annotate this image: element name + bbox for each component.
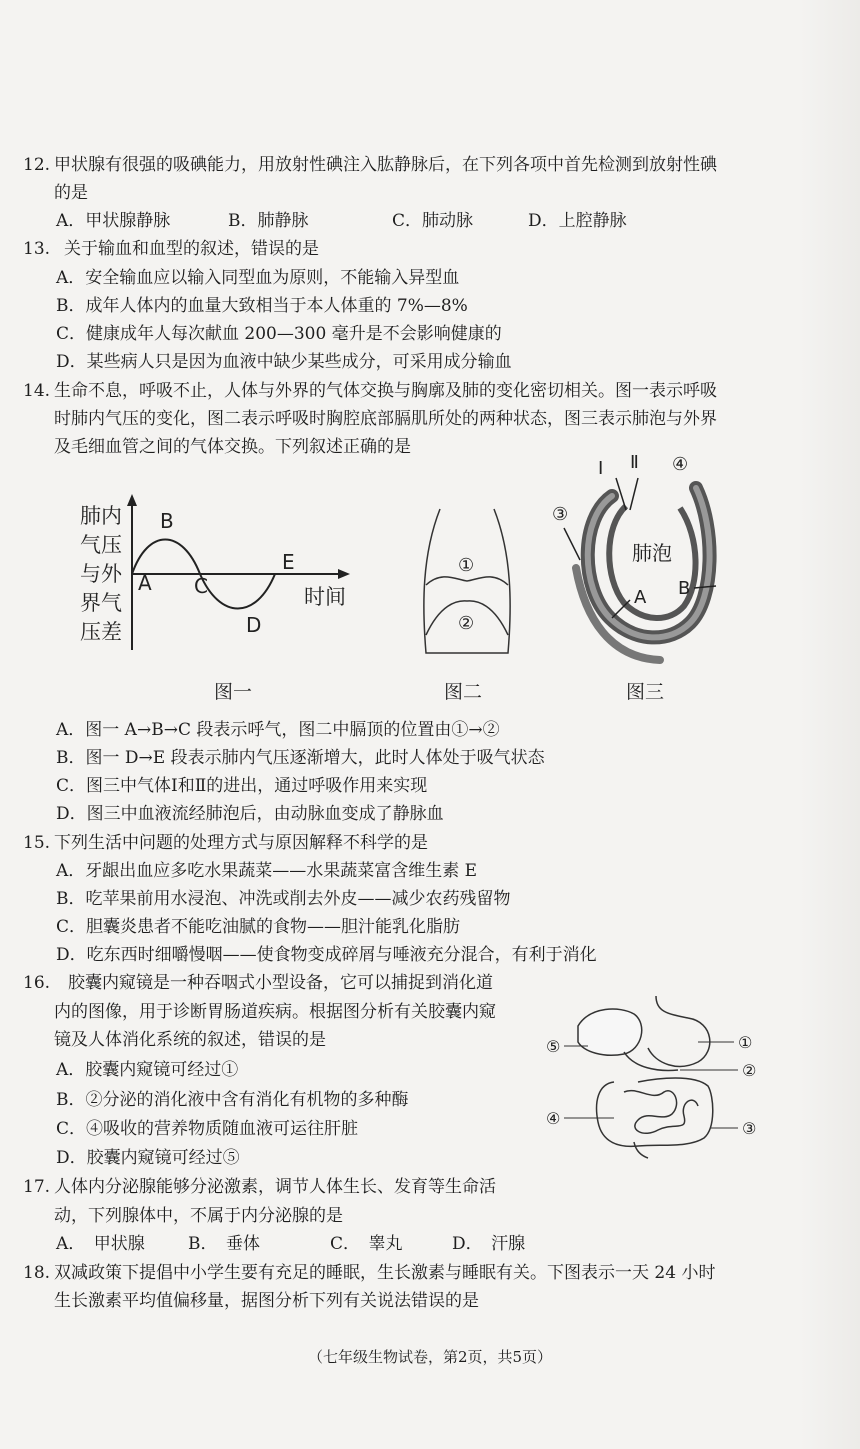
q16-option-a: A．胶囊内窥镜可经过①: [56, 1060, 239, 1080]
q14-option-b: B．图一 D→E 段表示肺内气压逐渐增大，此时人体处于吸气状态: [56, 748, 545, 768]
q12-stem-cont: 的是: [54, 183, 88, 203]
fig3-arrow-3: [564, 528, 580, 560]
q15-option-b: B．吃苹果前用水浸泡、冲洗或削去外皮——减少农药残留物: [56, 889, 511, 909]
fig3-alveolus-label: 肺泡: [632, 541, 672, 565]
q17-number: 17.: [23, 1177, 51, 1197]
q18-stem-cont: 生长激素平均值偏移量，据图分析下列有关说法错误的是: [54, 1291, 479, 1311]
small-intestine: [624, 1091, 698, 1134]
q14-stem-cont1: 时肺内气压的变化，图二表示呼吸时胸腔底部膈肌所处的两种状态，图三表示肺泡与外界: [54, 409, 717, 429]
fig3-gas-i: I: [598, 458, 604, 479]
fig1-point-d: D: [246, 613, 262, 637]
q13-option-c: C．健康成年人每次献血 200—300 毫升是不会影响健康的: [56, 324, 502, 344]
digest-mark-3: ③: [742, 1119, 757, 1138]
q17-option-a: A． 甲状腺: [56, 1234, 145, 1254]
q16-option-d: D．胶囊内窥镜可经过⑤: [56, 1148, 240, 1168]
fig2-mark-1: ①: [458, 555, 475, 576]
fig1-point-b: B: [160, 509, 174, 533]
q15-stem: 下列生活中问题的处理方式与原因解释不科学的是: [54, 833, 428, 853]
liver-outline: [578, 1009, 642, 1055]
q16-number: 16.: [23, 973, 51, 993]
q14-option-a: A．图一 A→B→C 段表示呼气，图二中膈顶的位置由①→②: [56, 720, 500, 740]
fig2-diaphragm-1: [426, 577, 508, 585]
fig3-mark-4: ④: [672, 454, 689, 475]
q13-option-b: B．成年人体内的血量大致相当于本人体重的 7%—8%: [56, 296, 468, 316]
fig2-caption: 图二: [444, 681, 483, 703]
digest-mark-4: ④: [546, 1109, 561, 1128]
fig2-diaphragm-diagram: [412, 505, 522, 665]
digest-mark-1: ①: [738, 1033, 753, 1052]
q18-stem: 双减政策下提倡中小学生要有充足的睡眠，生长激素与睡眠有关。下图表示一天 24 小时: [54, 1263, 716, 1283]
fig2-mark-2: ②: [458, 613, 475, 634]
large-intestine: [597, 1078, 713, 1146]
q18-number: 18.: [23, 1263, 51, 1283]
q13-stem: 关于输血和血型的叙述，错误的是: [64, 239, 319, 259]
q12-option-a: A．甲状腺静脉: [56, 211, 171, 231]
q17-option-b: B． 垂体: [188, 1234, 260, 1254]
fig1-ylabel-1: 肺内: [80, 504, 122, 528]
fig1-point-a: A: [138, 571, 152, 595]
fig3-mark-3: ③: [552, 504, 569, 525]
page-footer: （七年级生物试卷，第2页，共5页）: [307, 1348, 553, 1366]
fig1-ylabel-2: 气压: [80, 533, 122, 557]
fig1-pressure-graph: [70, 490, 360, 670]
fig3-vessel-a: A: [634, 587, 647, 608]
digest-mark-5: ⑤: [546, 1037, 561, 1056]
fig1-point-e: E: [282, 550, 295, 574]
pancreas-duct: [624, 1052, 678, 1070]
fig1-x-label: 时间: [304, 585, 346, 609]
q14-number: 14.: [23, 381, 51, 401]
q17-option-c: C． 睾丸: [330, 1234, 403, 1254]
q13-option-d: D．某些病人只是因为血液中缺少某些成分，可采用成分输血: [56, 352, 512, 372]
fig1-ylabel-5: 压差: [80, 620, 122, 644]
q16-stem-cont1: 内的图像，用于诊断胃肠道疾病。根据图分析有关胶囊内窥: [54, 1002, 496, 1022]
fig1-ylabel-4: 界气: [80, 591, 122, 615]
fig1-x-arrow: [338, 569, 350, 579]
q14-stem-cont2: 及毛细血管之间的气体交换。下列叙述正确的是: [54, 437, 411, 457]
fig1-point-c: C: [194, 574, 208, 598]
q13-option-a: A．安全输血应以输入同型血为原则，不能输入异型血: [56, 268, 460, 288]
q17-stem-cont: 动，下列腺体中，不属于内分泌腺的是: [54, 1206, 343, 1226]
fig1-caption: 图一: [214, 681, 253, 703]
q15-option-a: A．牙龈出血应多吃水果蔬菜——水果蔬菜富含维生素 E: [56, 861, 478, 881]
q16-option-c: C．④吸收的营养物质随血液可运往肝脏: [56, 1119, 359, 1139]
q14-stem: 生命不息，呼吸不止，人体与外界的气体交换与胸廓及肺的变化密切相关。图一表示呼吸: [54, 381, 717, 401]
q12-option-b: B．肺静脉: [228, 211, 309, 231]
q16-option-b: B．②分泌的消化液中含有消化有机物的多种酶: [56, 1090, 409, 1110]
fig3-alveolus-diagram: [540, 448, 740, 668]
q16-stem: 胶囊内窥镜是一种吞咽式小型设备，它可以捕捉到消化道: [68, 973, 493, 993]
q12-option-c: C．肺动脉: [392, 211, 474, 231]
fig3-arrow-out: [630, 478, 638, 510]
q16-stem-cont2: 镜及人体消化系统的叙述，错误的是: [54, 1030, 326, 1050]
q14-option-c: C．图三中气体Ⅰ和Ⅱ的进出，通过呼吸作用来实现: [56, 776, 428, 796]
fig3-gas-ii: Ⅱ: [630, 452, 639, 473]
q12-stem: 甲状腺有很强的吸碘能力，用放射性碘注入肱静脉后，在下列各项中首先检测到放射性碘: [54, 155, 717, 175]
q15-option-d: D．吃东西时细嚼慢咽——使食物变成碎屑与唾液充分混合，有利于消化: [56, 945, 597, 965]
q15-number: 15.: [23, 833, 51, 853]
stomach-outline: [648, 996, 710, 1066]
fig1-y-arrow: [127, 494, 137, 506]
rectum: [634, 1142, 648, 1158]
fig3-vessel-b: B: [678, 578, 691, 599]
q13-number: 13.: [23, 239, 51, 259]
q12-option-d: D．上腔静脉: [528, 211, 627, 231]
scan-edge-shadow: [800, 0, 860, 1449]
q12-number: 12.: [23, 155, 51, 175]
q17-option-d: D． 汗腺: [452, 1234, 526, 1254]
q14-option-d: D．图三中血液流经肺泡后，由动脉血变成了静脉血: [56, 804, 444, 824]
q17-stem: 人体内分泌腺能够分泌激素，调节人体生长、发育等生命活: [54, 1177, 496, 1197]
fig3-caption: 图三: [626, 681, 665, 703]
digestive-system-diagram: [538, 992, 768, 1160]
q15-option-c: C．胆囊炎患者不能吃油腻的食物——胆汁能乳化脂肪: [56, 917, 461, 937]
digest-mark-2: ②: [742, 1061, 757, 1080]
fig1-ylabel-3: 与外: [80, 562, 122, 586]
